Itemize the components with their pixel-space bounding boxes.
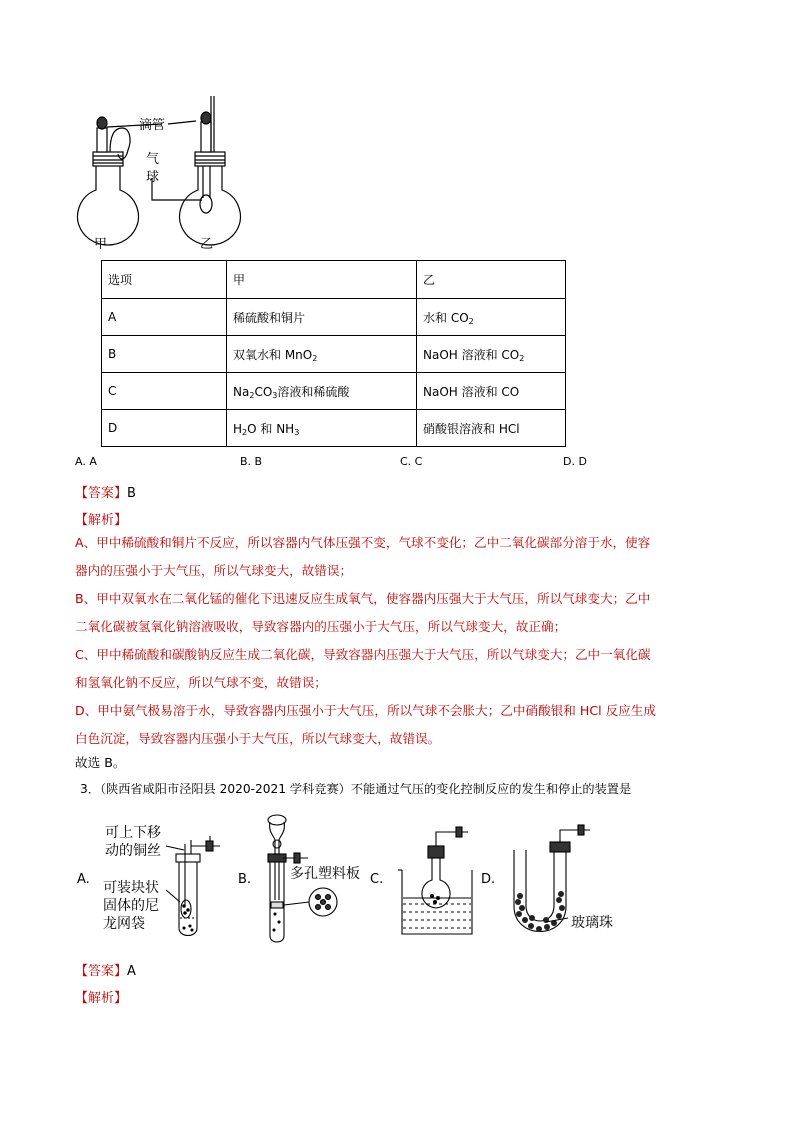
label-nylon-bag-2: 固体的尼 [103, 898, 159, 914]
table-cell-jia: $H_2O$ 和 $NH_3$ [227, 410, 417, 447]
option-letter-a: A. [77, 872, 90, 887]
table-cell-yi: NaOH 溶液和 $CO_2$ [417, 336, 566, 373]
q2-answer: 【答案】B [75, 486, 136, 501]
option-letter-c: C. [370, 872, 384, 887]
table-row [102, 336, 566, 373]
q2-analysis-heading: 【解析】 [75, 513, 128, 528]
label-glass-beads: 玻璃珠 [571, 915, 613, 931]
table-row [102, 299, 566, 336]
table-header-row [102, 261, 566, 299]
analysis-line: A、甲中稀硫酸和铜片不反应，所以容器内气体压强不变，气球不变化；乙中二氧化碳部分溶于水，使容 [75, 535, 651, 550]
label-dropper: 滴管 [139, 118, 166, 133]
analysis-line: 和氢氧化钠不反应，所以气球不变，故错误； [75, 675, 327, 690]
table-cell-yi: NaOH 溶液和 CO [417, 373, 566, 410]
apparatus-c [398, 827, 472, 934]
table-cell-option: C [102, 373, 227, 410]
analysis-line: 白色沉淀，导致容器内压强小于大气压，所以气球变大，故错误。 [75, 731, 441, 746]
table-cell-yi: 硝酸银溶液和 HCl [417, 410, 566, 447]
option-letter-b: B. [238, 872, 252, 887]
table-row [102, 373, 566, 410]
table-cell-jia: 稀硫酸和铜片 [227, 299, 417, 336]
label-perforated-plate: 多孔塑料板 [290, 866, 360, 882]
q3-title: 3．（陕西省咸阳市泾阳县 2020-2021 学科竞赛）不能通过气压的变化控制反应的发生和停止的装置是 [80, 782, 632, 796]
option-letter-d: D. [481, 872, 496, 887]
choice-a: A. A [75, 455, 97, 468]
apparatus-a [166, 836, 220, 936]
analysis-line: D、甲中氨气极易溶于水，导致容器内压强小于大气压，所以气球不会胀大；乙中硝酸银和 HCl 反应生成 [75, 703, 656, 718]
choice-b: B. B [240, 455, 263, 468]
label-nylon-bag-1: 可装块状 [103, 880, 159, 896]
table-cell-jia: $Na_2CO_3$溶液和稀硫酸 [227, 373, 417, 410]
table-header-cell: 选项 [102, 261, 227, 299]
table-header-cell: 乙 [417, 261, 566, 299]
label-movable-wire-1: 可上下移 [105, 825, 161, 841]
analysis-line: B、甲中双氧水在二氧化锰的催化下迅速反应生成氧气，使容器内压强大于大气压，所以气球变大；乙中 [75, 591, 651, 606]
table-cell-option: D [102, 410, 227, 447]
analysis-line: C、甲中稀硫酸和碳酸钠反应生成二氧化碳，导致容器内压强大于大气压，所以气球变大；乙中一氧化碳 [75, 647, 651, 662]
options-table [101, 260, 566, 447]
label-movable-wire-2: 动的铜丝 [105, 843, 161, 859]
flask-yi [152, 96, 240, 245]
q2-conclusion: 故选 B。 [75, 755, 126, 770]
table-cell-jia: 双氧水和 MnO$_2$ [227, 336, 417, 373]
table-cell-option: B [102, 336, 227, 373]
table-cell-option: A [102, 299, 227, 336]
label-balloon-bottom: 球 [146, 170, 160, 185]
analysis-line: 器内的压强小于大气压，所以气球变大，故错误； [75, 563, 353, 578]
label-balloon-top: 气 [146, 152, 160, 167]
label-jia: 甲 [94, 237, 108, 252]
table-cell-yi: 水和 $CO_2$ [417, 299, 566, 336]
q3-answer: 【答案】A [75, 964, 136, 979]
answer-choices [75, 455, 635, 471]
choice-c: C. C [400, 455, 423, 468]
q3-analysis-heading: 【解析】 [75, 991, 128, 1006]
table-header-cell: 甲 [227, 261, 417, 299]
label-yi: 乙 [200, 237, 214, 252]
q2-analysis-body [75, 529, 721, 753]
table-row [102, 410, 566, 447]
label-nylon-bag-3: 龙网袋 [103, 916, 145, 932]
choice-d: D. D [563, 455, 587, 468]
analysis-line: 二氧化碳被氢氧化钠溶液吸收，导致容器内的压强小于大气压，所以气球变大，故正确； [75, 619, 567, 634]
